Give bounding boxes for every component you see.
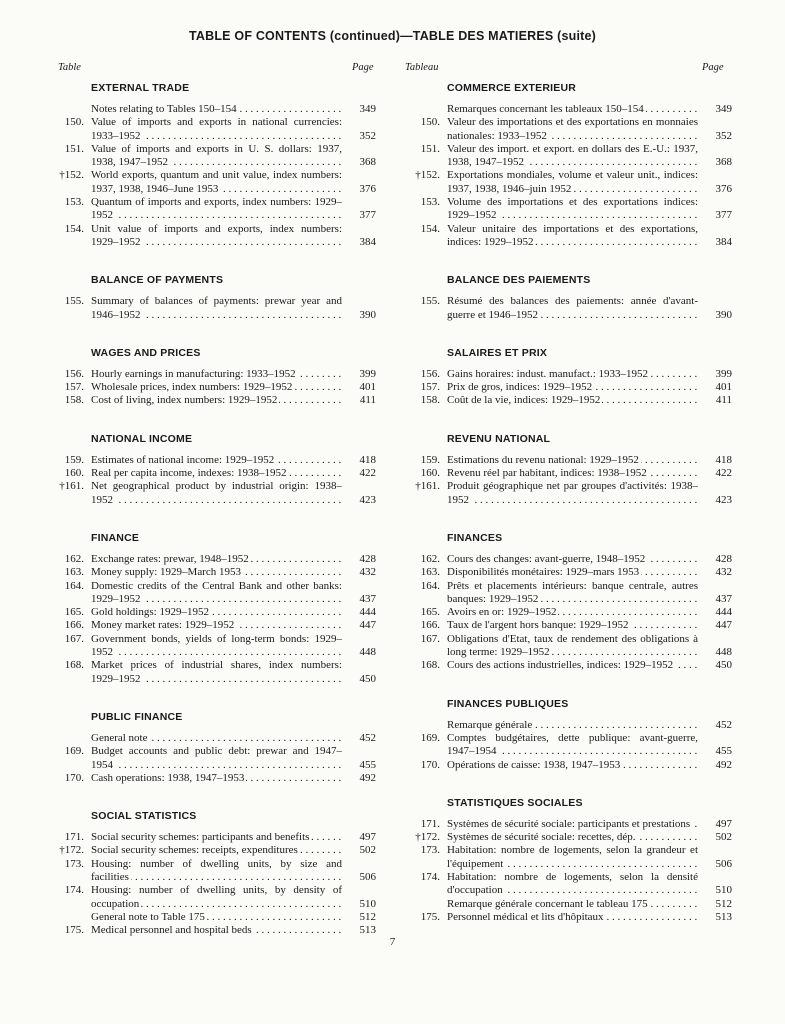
page-reference: 432: [359, 566, 376, 579]
page-reference: 513: [359, 924, 376, 937]
entry-title: Domestic credits of the Central Bank and other banks: 1929–1952: [91, 579, 342, 605]
table-number: †161.: [415, 480, 440, 493]
toc-entry: [400, 103, 732, 116]
toc-section: [44, 810, 376, 937]
entry-title: Avoirs en or: 1929–1952: [447, 606, 557, 619]
page-reference: 390: [359, 308, 376, 321]
section-heading: EXTERNAL TRADE: [91, 82, 190, 94]
entry-title: Comptes budgétaires, dette publique: avant-guerre, 1947–1954: [447, 731, 698, 758]
table-number: 153.: [64, 196, 84, 209]
table-number: †172.: [59, 844, 84, 857]
toc-entry: [400, 659, 732, 672]
table-number: 165.: [420, 606, 440, 619]
entry-title: Government bonds, yields of long-term bonds: 1929–1952: [91, 632, 342, 659]
entry-title: Social security schemes: participants and benefits: [91, 831, 310, 844]
page-reference: 450: [359, 672, 376, 685]
entry-title: Systèmes de sécurité sociale: recettes, dép.: [447, 831, 636, 844]
table-number: 166.: [64, 619, 84, 632]
page-reference: 423: [359, 493, 376, 506]
section-heading: SALAIRES ET PRIX: [447, 346, 548, 359]
table-number: 157.: [420, 381, 440, 394]
entry-title: Prêts et placements intérieurs: banque centrale, autres banques: 1929–1952: [447, 579, 698, 605]
toc-section: [400, 347, 732, 408]
toc-entry: [400, 394, 732, 407]
toc-entry: [400, 223, 732, 250]
page-reference: 444: [359, 606, 376, 619]
page-reference: 502: [715, 831, 732, 844]
toc-entry: [44, 745, 376, 772]
page-reference: 377: [715, 209, 732, 222]
page-title: TABLE OF CONTENTS (continued)—TABLE DES MATIERES (suite): [188, 29, 597, 43]
table-number: 154.: [420, 222, 440, 235]
page-reference: 428: [715, 552, 732, 565]
entry-title: Cost of living, index numbers: 1929–1952: [91, 394, 278, 407]
entry-title: Market prices of industrial shares, index numbers: 1929–1952: [91, 659, 342, 685]
page-reference: 512: [715, 897, 732, 910]
toc-section: [400, 797, 732, 924]
page-reference: 422: [359, 467, 376, 480]
entry-title: Real per capita income, indexes: 1938–1952: [91, 467, 287, 480]
page-reference: 352: [715, 129, 732, 142]
page-reference: 401: [715, 381, 732, 394]
table-number: 158.: [420, 394, 440, 407]
table-number: 156.: [420, 367, 440, 380]
table-number: 155.: [64, 295, 84, 308]
page-column-label: Page: [352, 62, 374, 73]
entry-title: Cash operations: 1938, 1947–1953: [91, 771, 245, 784]
toc-entry: [400, 818, 732, 831]
entry-title: Habitation: nombre de logements, selon la densité d'occupation: [447, 870, 698, 897]
table-number: 163.: [64, 566, 84, 579]
page-reference: 497: [715, 817, 732, 830]
page-reference: 376: [715, 182, 732, 195]
table-number: 170.: [64, 771, 84, 784]
toc-section: [400, 433, 732, 507]
toc-entry: [400, 196, 732, 223]
page-reference: 452: [715, 718, 732, 731]
table-number: 167.: [420, 632, 440, 645]
entry-title: Cours des actions industrielles, indices: 1929–1952: [447, 659, 674, 672]
entry-title: Wholesale prices, index numbers: 1929–1952: [91, 381, 293, 394]
toc-entry: [44, 196, 376, 223]
toc-entry: [400, 580, 732, 607]
table-number: 151.: [64, 142, 84, 155]
section-heading: COMMERCE EXTERIEUR: [447, 82, 577, 94]
entry-title: Social security schemes: receipts, expenditures: [91, 844, 298, 857]
section-heading: REVENU NATIONAL: [447, 432, 551, 445]
table-number: 166.: [420, 619, 440, 632]
entry-title: Estimations du revenu national: 1929–1952: [447, 453, 639, 466]
entry-title: Revenu réel par habitant, indices: 1938–1952: [447, 467, 647, 480]
toc-entry: [44, 659, 376, 686]
table-number: 168.: [64, 659, 84, 672]
entry-title: Cours des changes: avant-guerre, 1948–1952: [447, 552, 646, 565]
entry-title: Coût de la vie, indices: 1929–1952: [447, 394, 601, 407]
toc-section: [44, 532, 376, 686]
entry-title: Summary of balances of payments: prewar year and 1946–1952: [91, 295, 342, 321]
toc-entry: [400, 898, 732, 911]
table-number: 150.: [420, 116, 440, 129]
entry-title: Remarque générale concernant le tableau 175: [447, 897, 648, 910]
entry-title: Value of imports and exports in U. S. dollars: 1937, 1938, 1947–1952: [91, 142, 342, 169]
page-reference: 411: [359, 394, 376, 407]
toc-section: [44, 433, 376, 507]
page-reference: 448: [359, 646, 376, 659]
section-heading: BALANCE DES PAIEMENTS: [447, 274, 591, 287]
toc-entry: [44, 454, 376, 467]
toc-section: [44, 82, 376, 249]
toc-section: [400, 274, 732, 322]
entry-title: Housing: number of dwelling units, by density of occupation: [91, 884, 342, 910]
section-heading: BALANCE OF PAYMENTS: [91, 274, 224, 287]
toc-entry: [400, 454, 732, 467]
entry-title: Gold holdings: 1929–1952: [91, 606, 209, 619]
page-reference: 444: [715, 606, 732, 619]
table-number: 156.: [64, 367, 84, 380]
page-reference: 512: [359, 910, 376, 923]
section-heading: NATIONAL INCOME: [91, 432, 193, 445]
toc-entry: [400, 619, 732, 632]
toc-entry: [44, 566, 376, 579]
page-reference: 418: [715, 453, 732, 466]
page-reference: 450: [715, 659, 732, 672]
table-number: 171.: [420, 817, 440, 830]
entry-title: Notes relating to Tables 150–154: [91, 103, 237, 115]
toc-entry: [44, 553, 376, 566]
entry-title: Net geographical product by industrial origin: 1938–1952: [91, 480, 342, 506]
table-number: 168.: [420, 659, 440, 672]
toc-section: [400, 82, 732, 249]
table-number: 174.: [420, 870, 440, 883]
toc-entry: [400, 759, 732, 772]
toc-entry: [400, 844, 732, 871]
entry-title: Produit géographique net par groupes d'activités: 1938–1952: [447, 480, 698, 506]
toc-entry: [44, 732, 376, 745]
section-heading: FINANCE: [91, 531, 140, 544]
page-reference: 368: [359, 156, 376, 169]
toc-entry: [400, 295, 732, 322]
table-number: 159.: [420, 453, 440, 466]
entry-title: Taux de l'argent hors banque: 1929–1952: [447, 619, 629, 632]
page-reference: 510: [359, 897, 376, 910]
toc-entry: [44, 844, 376, 857]
table-number: †152.: [415, 169, 440, 182]
page-reference: 506: [359, 870, 376, 883]
entry-title: Money supply: 1929–March 1953: [91, 566, 242, 579]
page-reference: 502: [359, 844, 376, 857]
table-number: 175.: [64, 924, 84, 937]
toc-entry: [44, 911, 376, 924]
toc-entry: [400, 719, 732, 732]
entry-title: Remarque générale: [447, 718, 533, 731]
entry-title: Valeur des importations et des exportations en monnaies nationales: 1933–1952: [447, 116, 698, 142]
entry-title: Prix de gros, indices: 1929–1952: [447, 381, 593, 394]
entry-title: Exchange rates: prewar, 1948–1952: [91, 552, 249, 565]
entry-title: Gains horaires: indust. manufact.: 1933–1952: [447, 367, 649, 380]
entry-title: Value of imports and exports in national currencies: 1933–1952: [91, 116, 342, 142]
toc-entry: [400, 871, 732, 898]
page-reference: 492: [359, 771, 376, 784]
table-number: 162.: [64, 552, 84, 565]
page-reference: 423: [715, 493, 732, 506]
page-reference: 510: [715, 884, 732, 897]
toc-entry: [400, 606, 732, 619]
entry-title: Estimates of national income: 1929–1952: [91, 453, 275, 466]
section-heading: STATISTIQUES SOCIALES: [447, 796, 583, 809]
toc-entry: [44, 223, 376, 250]
table-number: 170.: [420, 758, 440, 771]
toc-section: [44, 347, 376, 408]
french-contents-column: [400, 76, 732, 949]
entry-title: General note to Table 175: [91, 910, 205, 923]
toc-entry: [400, 368, 732, 381]
entry-title: Résumé des balances des paiements: année d'avant-guerre et 1946–1952: [447, 295, 698, 321]
page-reference: 452: [359, 731, 376, 744]
toc-entry: [44, 116, 376, 143]
table-number: 153.: [420, 196, 440, 209]
page-reference: 368: [715, 156, 732, 169]
page-reference: 399: [359, 367, 376, 380]
toc-entry: [400, 732, 732, 759]
page-reference: 428: [359, 552, 376, 565]
section-heading: FINANCES PUBLIQUES: [447, 697, 569, 710]
toc-entry: [44, 619, 376, 632]
toc-entry: [400, 381, 732, 394]
entry-title: Valeur des import. et export. en dollars des E.-U.: 1937, 1938, 1947–1952: [447, 142, 698, 169]
toc-entry: [44, 394, 376, 407]
toc-entry: [44, 381, 376, 394]
toc-entry: [44, 580, 376, 607]
entry-title: Unit value of imports and exports, index numbers: 1929–1952: [91, 222, 342, 248]
table-number: 162.: [420, 552, 440, 565]
page-reference: 384: [715, 235, 732, 248]
page-reference: 455: [359, 758, 376, 771]
table-number: 174.: [64, 884, 84, 897]
table-column-label: Table: [58, 62, 81, 73]
table-number: 171.: [64, 831, 84, 844]
table-number: 157.: [64, 381, 84, 394]
table-number: 164.: [64, 579, 84, 592]
toc-entry: [44, 368, 376, 381]
page-reference: 377: [359, 209, 376, 222]
toc-entry: [400, 566, 732, 579]
table-number: †172.: [415, 831, 440, 844]
entry-title: Quantum of imports and exports, index numbers: 1929–1952: [91, 196, 342, 222]
toc-section: [400, 532, 732, 673]
page-reference: 399: [715, 367, 732, 380]
table-number: 159.: [64, 453, 84, 466]
toc-entry: [44, 169, 376, 196]
section-heading: SOCIAL STATISTICS: [91, 810, 197, 823]
entry-title: General note: [91, 731, 148, 744]
page-reference: 447: [715, 619, 732, 632]
table-number: †152.: [59, 169, 84, 182]
page-reference: 422: [715, 467, 732, 480]
page-column-label-fr: Page: [702, 62, 724, 73]
page-reference: 497: [359, 831, 376, 844]
entry-title: Exportations mondiales, volume et valeur unit., indices: 1937, 1938, 1946–juin 1952: [447, 169, 698, 195]
entry-title: World exports, quantum and unit value, index numbers: 1937, 1938, 1946–June 1953: [91, 169, 342, 195]
entry-title: Habitation: nombre de logements, selon la grandeur et l'équipement: [447, 844, 698, 870]
page-reference: 437: [359, 592, 376, 605]
page-reference: 447: [359, 619, 376, 632]
toc-entry: [44, 480, 376, 507]
entry-title: Valeur unitaire des importations et des exportations, indices: 1929–1952: [447, 222, 698, 248]
page-reference: 411: [715, 394, 732, 407]
table-number: 175.: [420, 910, 440, 923]
entry-title: Opérations de caisse: 1938, 1947–1953: [447, 758, 621, 771]
entry-title: Disponibilités monétaires: 1929–mars 1953: [447, 566, 640, 579]
entry-title: Volume des importations et des exportations indices: 1929–1952: [447, 196, 698, 222]
toc-entry: [44, 633, 376, 660]
tableau-column-label: Tableau: [405, 62, 439, 73]
entry-title: Remarques concernant les tableaux 150–154: [447, 103, 644, 115]
toc-entry: [400, 911, 732, 924]
toc-entry: [44, 858, 376, 885]
toc-entry: [44, 772, 376, 785]
toc-entry: [400, 143, 732, 170]
page-reference: 513: [715, 910, 732, 923]
page-reference: 455: [715, 745, 732, 758]
table-number: 169.: [420, 731, 440, 744]
table-number: 164.: [420, 579, 440, 592]
toc-entry: [44, 831, 376, 844]
toc-entry: [400, 633, 732, 660]
table-number: 158.: [64, 394, 84, 407]
entry-title: Obligations d'Etat, taux de rendement des obligations à long terme: 1929–1952: [447, 632, 698, 659]
english-contents-column: [44, 76, 376, 962]
table-number: 151.: [420, 142, 440, 155]
table-number: 169.: [64, 745, 84, 758]
table-number: 163.: [420, 566, 440, 579]
table-number: 160.: [64, 467, 84, 480]
entry-title: Systèmes de sécurité sociale: participants et prestations: [447, 817, 691, 830]
section-heading: WAGES AND PRICES: [91, 346, 201, 359]
toc-entry: [400, 553, 732, 566]
page-reference: 384: [359, 235, 376, 248]
entry-title: Personnel médical et lits d'hôpitaux: [447, 910, 604, 923]
table-number: †161.: [59, 480, 84, 493]
toc-entry: [400, 831, 732, 844]
toc-entry: [44, 103, 376, 116]
page-reference: 418: [359, 453, 376, 466]
entry-title: Hourly earnings in manufacturing: 1933–1952: [91, 367, 296, 380]
table-number: 155.: [420, 295, 440, 308]
toc-entry: [400, 169, 732, 196]
page-reference: 432: [715, 566, 732, 579]
table-number: 173.: [420, 844, 440, 857]
page-reference: 349: [715, 103, 732, 115]
entry-title: Money market rates: 1929–1952: [91, 619, 235, 632]
toc-section: [44, 274, 376, 322]
toc-entry: [44, 884, 376, 911]
entry-title: Medical personnel and hospital beds: [91, 924, 252, 937]
page-reference: 448: [715, 646, 732, 659]
page-reference: 437: [715, 592, 732, 605]
toc-entry: [400, 116, 732, 143]
table-number: 160.: [420, 467, 440, 480]
toc-entry: [44, 467, 376, 480]
page-number: 7: [389, 936, 396, 948]
page-reference: 349: [359, 103, 376, 115]
entry-title: Budget accounts and public debt: prewar and 1947–1954: [91, 745, 342, 771]
toc-entry: [400, 480, 732, 507]
toc-entry: [400, 467, 732, 480]
page-reference: 401: [359, 381, 376, 394]
page-reference: 390: [715, 308, 732, 321]
table-number: 173.: [64, 857, 84, 870]
toc-section: [44, 711, 376, 785]
toc-entry: [44, 606, 376, 619]
section-heading: FINANCES: [447, 531, 503, 544]
page-reference: 376: [359, 182, 376, 195]
table-number: 150.: [64, 116, 84, 129]
toc-section: [400, 698, 732, 772]
toc-entry: [44, 295, 376, 322]
page-reference: 352: [359, 129, 376, 142]
page-reference: 492: [715, 758, 732, 771]
page-reference: 506: [715, 857, 732, 870]
section-heading: PUBLIC FINANCE: [91, 710, 183, 723]
table-number: 167.: [64, 632, 84, 645]
toc-entry: [44, 143, 376, 170]
entry-title: Housing: number of dwelling units, by size and facilities: [91, 857, 342, 883]
table-number: 154.: [64, 222, 84, 235]
table-number: 165.: [64, 606, 84, 619]
